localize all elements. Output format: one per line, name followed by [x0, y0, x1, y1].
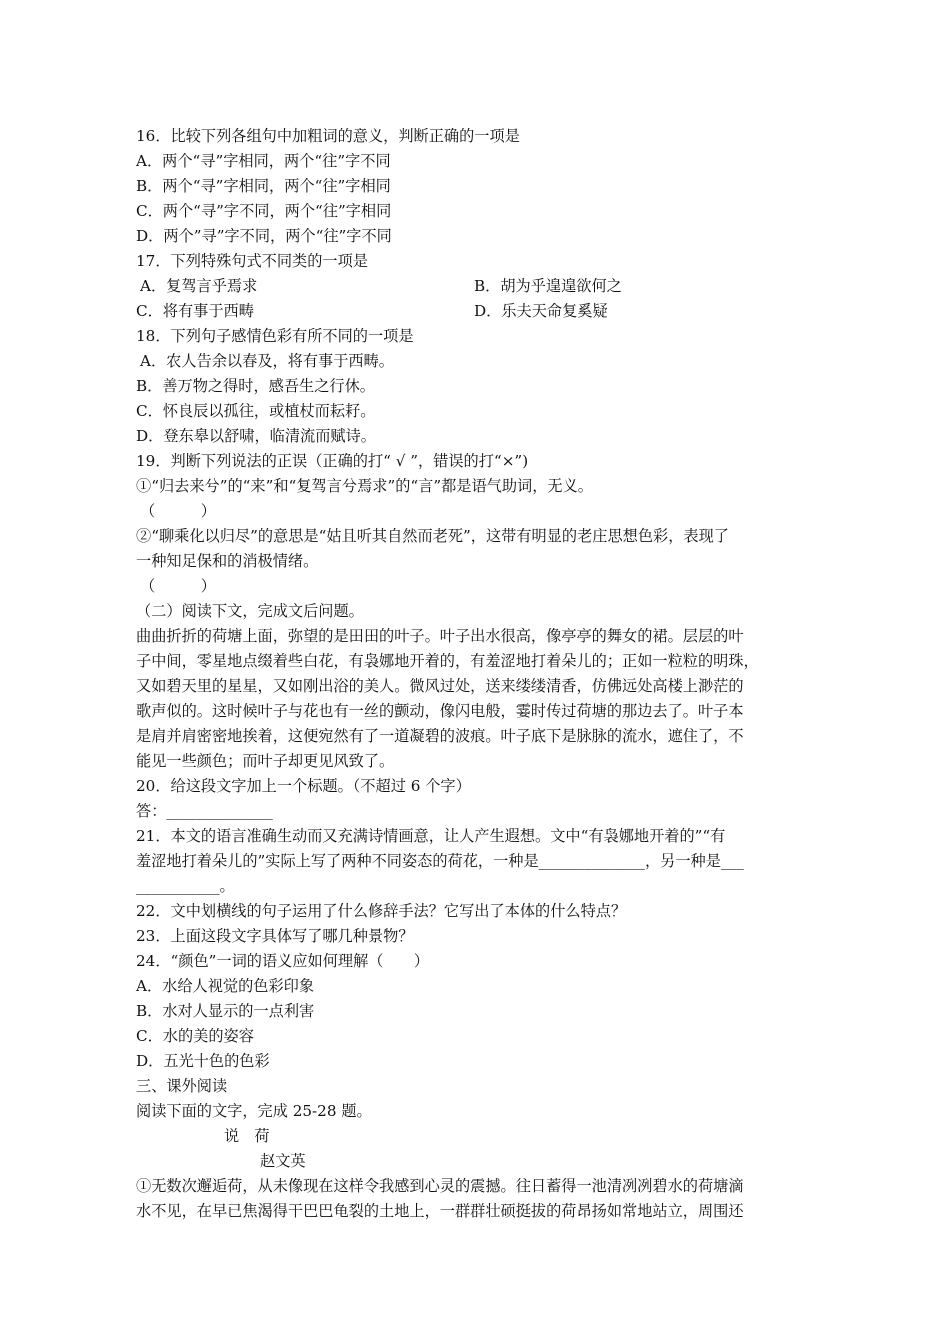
q17-option-b: B．胡为乎遑遑欲何之 [474, 277, 622, 295]
article-paragraph-1-line-2: 水不见，在早已焦渴得干巴巴龟裂的土地上，一群群壮硕挺拔的荷昂扬如常地站立，周围还 [136, 1202, 744, 1220]
passage-line: 歌声似的。这时候叶子与花也有一丝的颤动，像闪电般，霎时传过荷塘的那边去了。叶子本 [136, 702, 744, 720]
q17-option-d: D．乐夫天命复奚疑 [474, 302, 608, 320]
q18-option-b: B．善万物之得时，感吾生之行休。 [136, 377, 375, 395]
passage-line: 又如碧天里的星星，又如刚出浴的美人。微风过处，送来缕缕清香，仿佛远处高楼上渺茫的 [136, 677, 744, 695]
q20-answer-blank[interactable]: 答：______________ [136, 802, 273, 820]
q24-option-d: D．五光十色的色彩 [136, 1052, 270, 1070]
section3-instructions: 阅读下面的文字，完成 25-28 题。 [136, 1102, 372, 1120]
q16-option-a: A．两个“寻”字相同，两个“往”字不同 [136, 152, 391, 170]
q24-option-c: C．水的美的姿容 [136, 1027, 254, 1045]
q16-option-c: C．两个“寻”字不同，两个“往”字相同 [136, 202, 392, 220]
q17-stem: 17．下列特殊句式不同类的一项是 [136, 252, 368, 270]
q20-stem: 20．给这段文字加上一个标题。（不超过 6 个字） [136, 777, 471, 795]
q19-statement-2-line-2: 一种知足保和的消极情绪。 [136, 552, 319, 570]
q16-stem: 16．比较下列各组句中加粗词的意义，判断正确的一项是 [136, 127, 520, 145]
q21-line-3: ___________。 [136, 877, 235, 895]
passage-line: 子中间，零星地点缀着些白花，有袅娜地开着的，有羞涩地打着朵儿的；正如一粒粒的明珠， [136, 652, 759, 670]
passage-line: 曲曲折折的荷塘上面，弥望的是田田的叶子。叶子出水很高，像亭亭的舞女的裙。层层的叶 [136, 627, 744, 645]
section2-heading: （二）阅读下文，完成文后问题。 [136, 602, 364, 620]
q16-option-d: D．两个”寻”字不同，两个“往”字不同 [136, 227, 392, 245]
q17-options-row-2 [136, 299, 816, 324]
q19-answer-blank-1[interactable]: （ ） [140, 502, 216, 520]
q16-option-b: B．两个“寻”字相同，两个“往”字相同 [136, 177, 391, 195]
q18-option-d: D．登东皋以舒啸，临清流而赋诗。 [136, 427, 376, 445]
q19-stem: 19．判断下列说法的正误（正确的打“ √ ”，错误的打“×”) [136, 452, 529, 470]
q18-stem: 18．下列句子感情色彩有所不同的一项是 [136, 327, 414, 345]
q18-option-c: C．怀良辰以孤往，或植杖而耘耔。 [136, 402, 376, 420]
q18-option-a: A．农人告余以春及，将有事于西畴。 [140, 352, 394, 370]
q21-line-2: 羞涩地打着朵儿的”实际上写了两种不同姿态的荷花，一种是______________，另一种是___ [136, 852, 744, 870]
passage-line: 能见一些颜色；而叶子却更见风致了。 [136, 752, 395, 770]
q24-option-b: B．水对人显示的一点利害 [136, 1002, 315, 1020]
q24-stem: 24．“颜色”一词的语义应如何理解（ ） [136, 952, 430, 970]
q17-option-a: A．复驾言乎焉求 [140, 277, 258, 295]
passage-line: 是肩并肩密密地挨着，这便宛然有了一道凝碧的波痕。叶子底下是脉脉的流水，遮住了，不 [136, 727, 744, 745]
q19-statement-2-line-1: ②“聊乘化以归尽”的意思是“姑且听其自然而老死”，这带有明显的老庄思想色彩，表现了 [136, 527, 729, 545]
section3-heading: 三、课外阅读 [136, 1077, 228, 1095]
q21-line-1: 21．本文的语言准确生动而又充满诗情画意，让人产生遐想。文中“有袅娜地开着的”“有 [136, 827, 726, 845]
q19-statement-1: ①“归去来兮”的“来”和“复驾言兮焉求”的“言”都是语气助词，无义。 [136, 477, 593, 495]
q19-answer-blank-2[interactable]: （ ） [140, 577, 216, 595]
article-author: 赵文英 [260, 1152, 306, 1170]
q23-stem: 23．上面这段文字具体写了哪几种景物？ [136, 927, 414, 945]
q17-option-c: C．将有事于西畴 [136, 302, 254, 320]
exam-page [136, 124, 816, 1224]
article-title: 说 荷 [224, 1127, 270, 1145]
q24-option-a: A．水给人视觉的色彩印象 [136, 977, 315, 995]
q22-stem: 22．文中划横线的句子运用了什么修辞手法？它写出了本体的什么特点？ [136, 902, 627, 920]
q17-options-row-1 [136, 274, 816, 299]
article-paragraph-1-line-1: ①无数次邂逅荷，从未像现在这样令我感到心灵的震撼。往日蓄得一池清冽冽碧水的荷塘滴 [136, 1177, 744, 1195]
